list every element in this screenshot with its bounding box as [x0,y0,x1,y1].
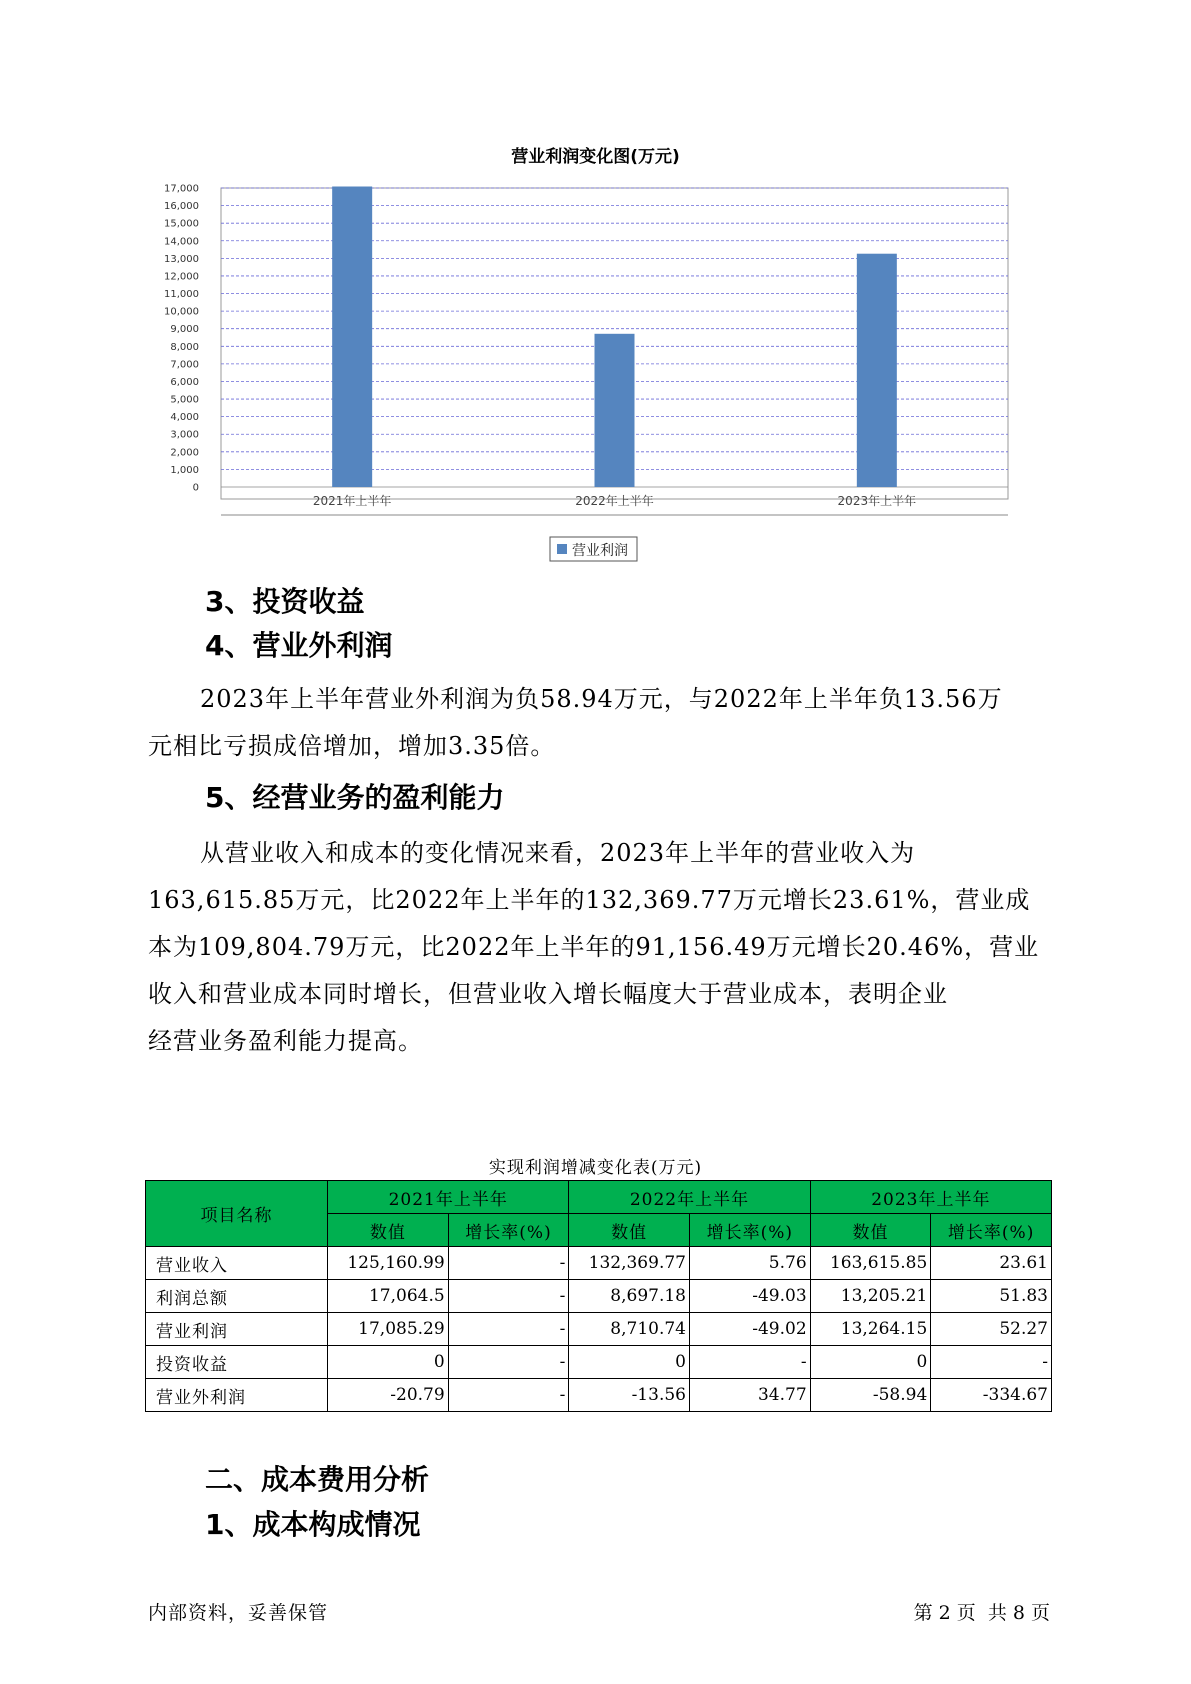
y-tick-label: 1,000 [170,464,199,476]
para-line: 经营业务盈利能力提高。 [148,1027,423,1055]
cell: 163,615.85 [810,1247,931,1280]
cell: - [448,1280,569,1313]
cell: - [931,1346,1052,1379]
header-value: 数值 [328,1214,449,1247]
cell: - [448,1313,569,1346]
y-tick-label: 10,000 [164,306,199,318]
table-row [146,1379,1052,1412]
cell: -13.56 [569,1379,690,1412]
y-tick-label: 2,000 [170,447,199,459]
header-item-name: 项目名称 [146,1181,328,1247]
y-tick-label: 8,000 [170,341,199,353]
cell: 17,064.5 [328,1280,449,1313]
y-tick-label: 9,000 [170,324,199,336]
table-row [146,1247,1052,1280]
para-line: 元相比亏损成倍增加，增加3.35倍。 [148,732,556,760]
y-tick-label: 7,000 [170,359,199,371]
row-name: 投资收益 [146,1346,328,1379]
cell: 51.83 [931,1280,1052,1313]
header-rate: 增长率(%) [931,1214,1052,1247]
cell: -20.79 [328,1379,449,1412]
y-tick-label: 17,000 [164,183,199,195]
cell: -49.03 [689,1280,810,1313]
cell: - [689,1346,810,1379]
header-year-2022: 2022年上半年 [569,1181,810,1214]
y-tick-label: 16,000 [164,201,199,213]
heading-non-operating-profit: 4、营业外利润 [205,629,393,662]
y-tick-label: 3,000 [170,429,199,441]
table-row [146,1346,1052,1379]
header-rate: 增长率(%) [689,1214,810,1247]
cell: 13,264.15 [810,1313,931,1346]
heading-cost-analysis: 二、成本费用分析 [205,1463,430,1496]
cell: 8,710.74 [569,1313,690,1346]
table-caption: 实现利润增减变化表(万元) [488,1158,703,1178]
bar-2 [595,334,635,487]
row-name: 营业利润 [146,1313,328,1346]
x-category-label: 2023年上半年 [837,494,917,508]
cell: -58.94 [810,1379,931,1412]
chart-title: 营业利润变化图(万元) [511,147,680,167]
x-category-label: 2021年上半年 [312,494,392,508]
y-tick-label: 4,000 [170,412,199,424]
cell: 5.76 [689,1247,810,1280]
cell: 52.27 [931,1313,1052,1346]
paragraph-profitability [148,830,1048,1065]
cell: 125,160.99 [328,1247,449,1280]
heading-investment-income: 3、投资收益 [205,585,365,618]
row-name: 利润总额 [146,1280,328,1313]
heading-cost-composition: 1、成本构成情况 [205,1508,421,1541]
y-tick-label: 11,000 [164,289,199,301]
para-line: 本为109,804.79万元，比2022年上半年的91,156.49万元增长20.46%，营业 [148,933,1040,961]
bar-3 [857,254,897,487]
bar-1 [332,186,372,487]
header-rate: 增长率(%) [448,1214,569,1247]
cell: 0 [810,1346,931,1379]
footer-confidential-note: 内部资料，妥善保管 [148,1602,329,1624]
row-name: 营业收入 [146,1247,328,1280]
cell: - [448,1247,569,1280]
para-line: 163,615.85万元，比2022年上半年的132,369.77万元增长23.61%，营业成 [148,886,1031,914]
header-year-2023: 2023年上半年 [810,1181,1051,1214]
legend-label-operating-profit: 营业利润 [572,543,628,559]
cell: 0 [328,1346,449,1379]
footer-page-number: 第 2 页 共 8 页 [913,1602,1050,1624]
operating-profit-chart [150,180,1030,595]
cell: 13,205.21 [810,1280,931,1313]
y-tick-label: 12,000 [164,271,199,283]
y-axis-ticks [164,184,199,494]
y-tick-label: 14,000 [164,236,199,248]
header-value: 数值 [810,1214,931,1247]
y-tick-label: 13,000 [164,253,199,265]
cell: -49.02 [689,1313,810,1346]
x-category-label: 2022年上半年 [575,494,654,508]
heading-profitability: 5、经营业务的盈利能力 [205,781,505,814]
cell: - [448,1346,569,1379]
paragraph-non-operating-profit [148,676,1048,770]
cell: 132,369.77 [569,1247,690,1280]
cell: 0 [569,1346,690,1379]
cell: -334.67 [931,1379,1052,1412]
header-value: 数值 [569,1214,690,1247]
cell: 8,697.18 [569,1280,690,1313]
cell: - [448,1379,569,1412]
y-tick-label: 15,000 [164,218,199,230]
cell: 34.77 [689,1379,810,1412]
para-line: 收入和营业成本同时增长，但营业收入增长幅度大于营业成本，表明企业 [148,980,948,1008]
cell: 17,085.29 [328,1313,449,1346]
legend [550,537,637,561]
para-line: 从营业收入和成本的变化情况来看，2023年上半年的营业收入为 [200,839,916,867]
y-tick-label: 5,000 [170,394,199,406]
para-line: 2023年上半年营业外利润为负58.94万元，与2022年上半年负13.56万 [200,685,1003,713]
legend-swatch [557,544,567,554]
table-row [146,1313,1052,1346]
y-tick-label: 6,000 [170,376,199,388]
profit-change-table [145,1180,1052,1412]
table-row [146,1280,1052,1313]
y-tick-label: 0 [192,482,199,494]
header-year-2021: 2021年上半年 [328,1181,569,1214]
row-name: 营业外利润 [146,1379,328,1412]
cell: 23.61 [931,1247,1052,1280]
